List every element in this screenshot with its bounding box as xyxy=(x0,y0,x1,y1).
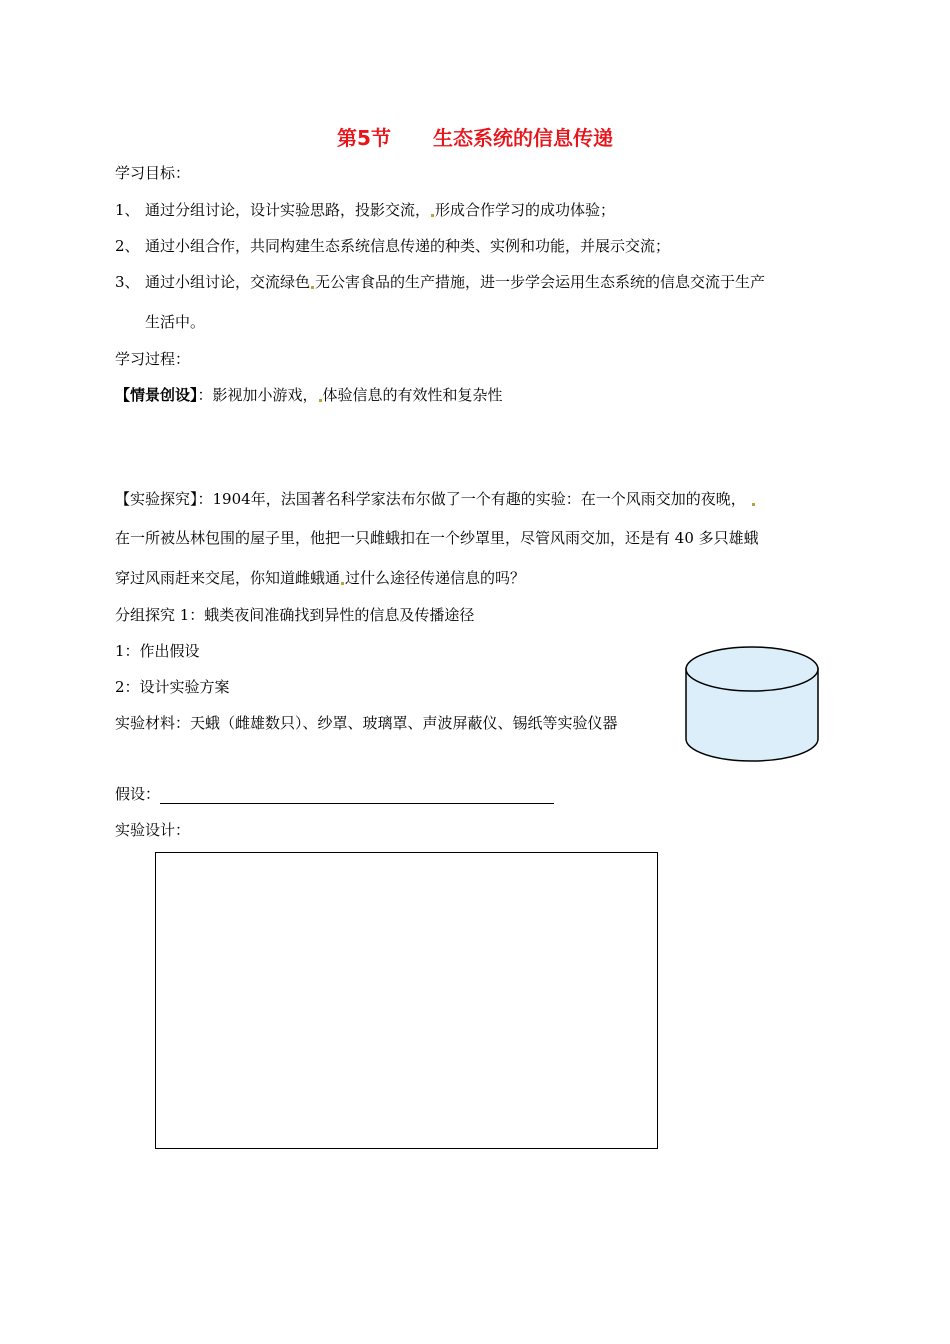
title-main: 生态系统的信息传递 xyxy=(432,126,613,150)
edit-mark xyxy=(319,399,322,402)
experiment-text: 穿过风雨赶来交尾，你知道雌蛾通 xyxy=(115,569,341,587)
goal-text-cont: 无公害食品的生产措施，进一步学会运用生态系统的信息交流于生产 xyxy=(315,273,766,291)
hypothesis-label: 假设： xyxy=(115,785,161,803)
goal-item-3 xyxy=(115,272,765,292)
hypothesis-line xyxy=(115,784,554,804)
materials: 实验材料：天蛾（雌雄数只）、纱罩、玻璃罩、声波屏蔽仪、锡纸等实验仪器 xyxy=(115,714,618,732)
glass-jar-icon xyxy=(684,643,820,765)
scene-text: ：影视加小游戏， xyxy=(197,386,318,404)
goal-number: 3、 xyxy=(115,273,140,291)
goal-text: 通过分组讨论，设计实验思路，投影交流， xyxy=(145,201,431,219)
goal-number: 1、 xyxy=(115,201,140,219)
design-label: 实验设计： xyxy=(115,821,191,839)
experiment-line-2: 在一所被丛林包围的屋子里，他把一只雌蛾扣在一个纱罩里，尽管风雨交加，还是有 40 多只雄蛾 xyxy=(115,529,759,547)
design-answer-box[interactable] xyxy=(155,852,658,1149)
goal-item-2 xyxy=(115,236,670,256)
goal-number: 2、 xyxy=(115,237,140,255)
experiment-text-cont: 过什么途径传递信息的吗？ xyxy=(345,569,526,587)
group-inquiry: 分组探究 1：蛾类夜间准确找到异性的信息及传播途径 xyxy=(115,606,475,624)
page-title xyxy=(0,125,950,151)
edit-mark xyxy=(431,214,434,217)
goal-item-1 xyxy=(115,200,615,220)
edit-mark xyxy=(311,286,314,289)
title-section: 第5节 xyxy=(337,126,391,150)
goal-text: 通过小组讨论，交流绿色 xyxy=(145,273,311,291)
scene-text-cont: 体验信息的有效性和复杂性 xyxy=(322,386,503,404)
experiment-label: 【实验探究】 xyxy=(115,490,198,508)
experiment-text: ：1904年，法国著名科学家法布尔做了一个有趣的实验：在一个风雨交加的夜晚， xyxy=(197,490,746,508)
step-2: 2：设计实验方案 xyxy=(115,678,230,696)
edit-mark xyxy=(341,582,344,585)
edit-mark xyxy=(752,503,755,506)
step-1: 1：作出假设 xyxy=(115,642,200,660)
scene-paragraph xyxy=(115,385,503,405)
scene-label: 【情景创设】 xyxy=(115,386,198,404)
goal-text: 通过小组合作，共同构建生态系统信息传递的种类、实例和功能，并展示交流； xyxy=(145,237,671,255)
experiment-line-1 xyxy=(115,489,756,509)
experiment-line-3 xyxy=(115,568,525,588)
process-heading: 学习过程： xyxy=(115,350,191,368)
goal-text-cont: 形成合作学习的成功体验； xyxy=(435,201,616,219)
hypothesis-blank[interactable] xyxy=(160,787,554,804)
goal-item-3-cont: 生活中。 xyxy=(145,313,206,331)
goals-heading: 学习目标： xyxy=(115,164,191,182)
